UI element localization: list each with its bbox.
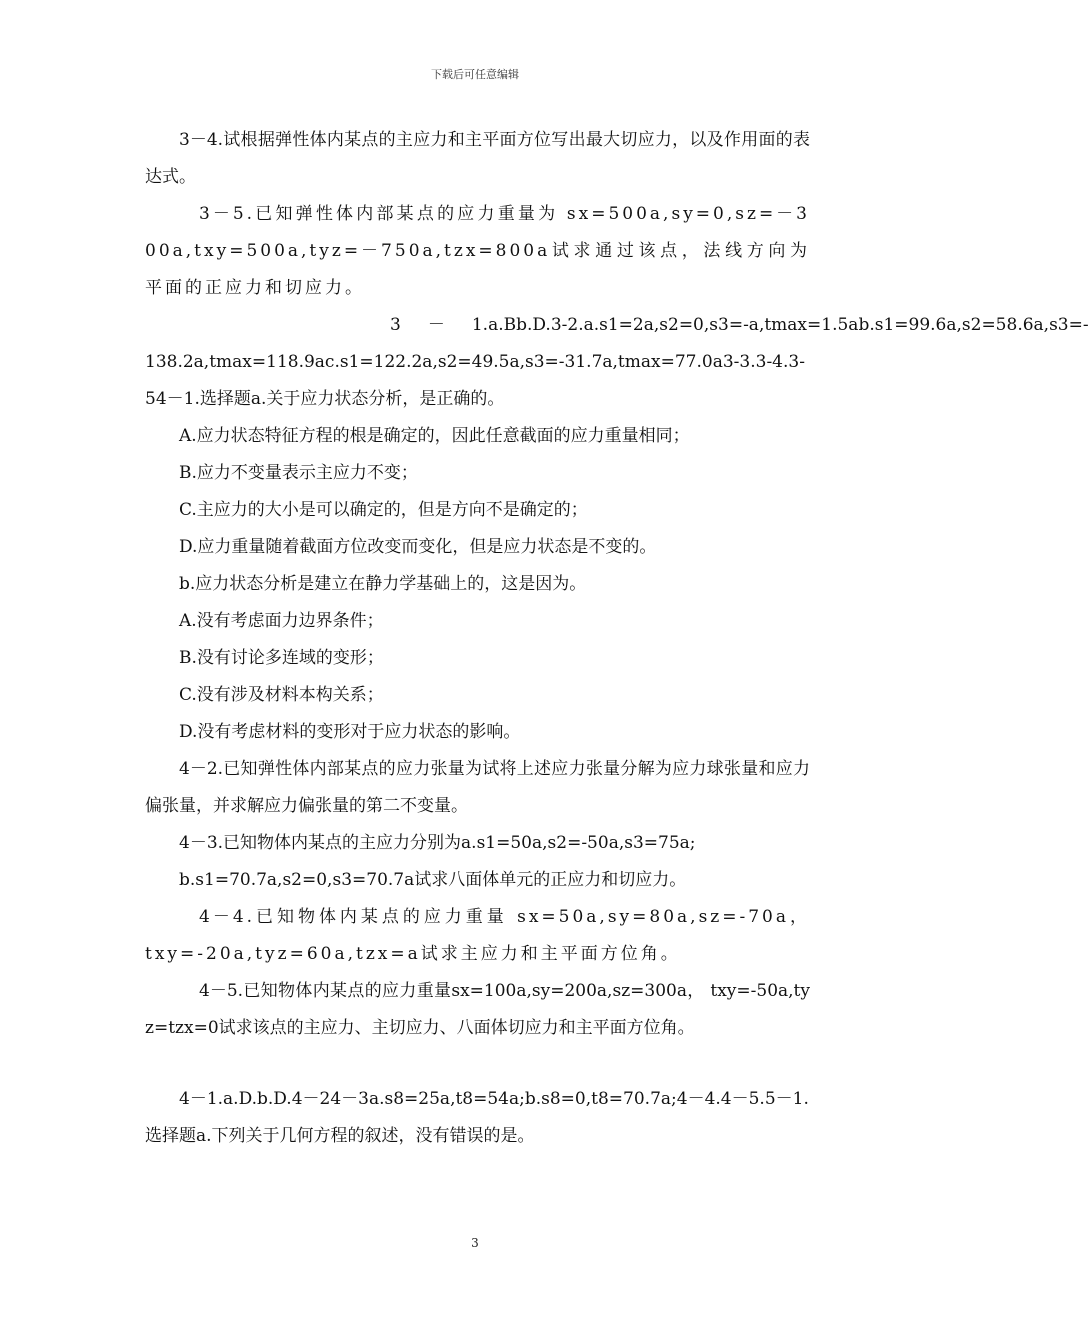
paragraph-3-5: 3－5.已知弹性体内部某点的应力重量为 sx=500a,sy=0,sz=－300a,txy=500a,tyz=－750a,tzx=800a试求通过该点，法线方向为平面的正应力和切应力。 — [145, 204, 810, 298]
paragraph-4-2: 4－2.已知弹性体内部某点的应力张量为试将上述应力张量分解为应力球张量和应力偏张量，并求解应力偏张量的第二不变量。 — [145, 759, 810, 816]
paragraph-4-4: 4－4.已知物体内某点的应力重量 sx=50a,sy=80a,sz=-70a， txy=-20a,tyz=60a,tzx=a试求主应力和主平面方位角。 — [145, 907, 810, 964]
paragraph-option-a: A.应力状态特征方程的根是确定的，因此任意截面的应力重量相同； — [179, 426, 690, 446]
paragraph-question-b: b.应力状态分析是建立在静力学基础上的，这是因为。 — [179, 574, 587, 594]
paragraph-answers-4: 4－1.a.D.b.D.4－24－3a.s8=25a,t8=54a;b.s8=0,t8=70.7a;4－4.4－5.5－1.选择题a.下列关于几何方程的叙述，没有错误的是。 — [145, 1089, 809, 1146]
paragraph-answers-3-a — [145, 307, 1089, 344]
paragraph-gap — [145, 1047, 810, 1081]
page-header: 下载后可任意编辑 — [431, 68, 519, 81]
paragraph-answers-3-b: 138.2a,tmax=118.9ac.s1=122.2a,s2=49.5a,s3=-31.7a,tmax=77.0a3-3.3-4.3-54－1.选择题a.关于应力状态分析，是正确的。 — [145, 352, 805, 409]
paragraph-option-b-b: B.没有讨论多连域的变形； — [179, 648, 384, 668]
paragraph-3-4: 3－4.试根据弹性体内某点的主应力和主平面方位写出最大切应力，以及作用面的表达式。 — [145, 130, 810, 187]
page-number: 3 — [471, 1236, 479, 1250]
paragraph-4-3-b: b.s1=70.7a,s2=0,s3=70.7a试求八面体单元的正应力和切应力。 — [179, 870, 687, 890]
paragraph-option-b-a: A.没有考虑面力边界条件； — [179, 611, 384, 631]
paragraph-option-b-c: C.没有涉及材料本构关系； — [179, 685, 384, 705]
paragraph-option-b-d: D.没有考虑材料的变形对于应力状态的影响。 — [179, 722, 521, 742]
paragraph-option-c: C.主应力的大小是可以确定的，但是方向不是确定的； — [179, 500, 588, 520]
answers-3-text: 3 － 1.a.Bb.D.3-2.a.s1=2a,s2=0,s3=-a,tmax=1.5ab.s1=99.6a,s2=58.6a,s3=- — [390, 315, 1089, 335]
document-body — [145, 122, 1089, 1155]
paragraph-option-d: D.应力重量随着截面方位改变而变化，但是应力状态是不变的。 — [179, 537, 657, 557]
paragraph-4-5: 4－5.已知物体内某点的应力重量sx=100a,sy=200a,sz=300a， txy=-50a,tyz=tzx=0试求该点的主应力、主切应力、八面体切应力和主平面方位角。 — [145, 981, 810, 1038]
paragraph-4-3: 4－3.已知物体内某点的主应力分别为a.s1=50a,s2=-50a,s3=75a; — [179, 833, 696, 853]
paragraph-option-b: B.应力不变量表示主应力不变； — [179, 463, 418, 483]
